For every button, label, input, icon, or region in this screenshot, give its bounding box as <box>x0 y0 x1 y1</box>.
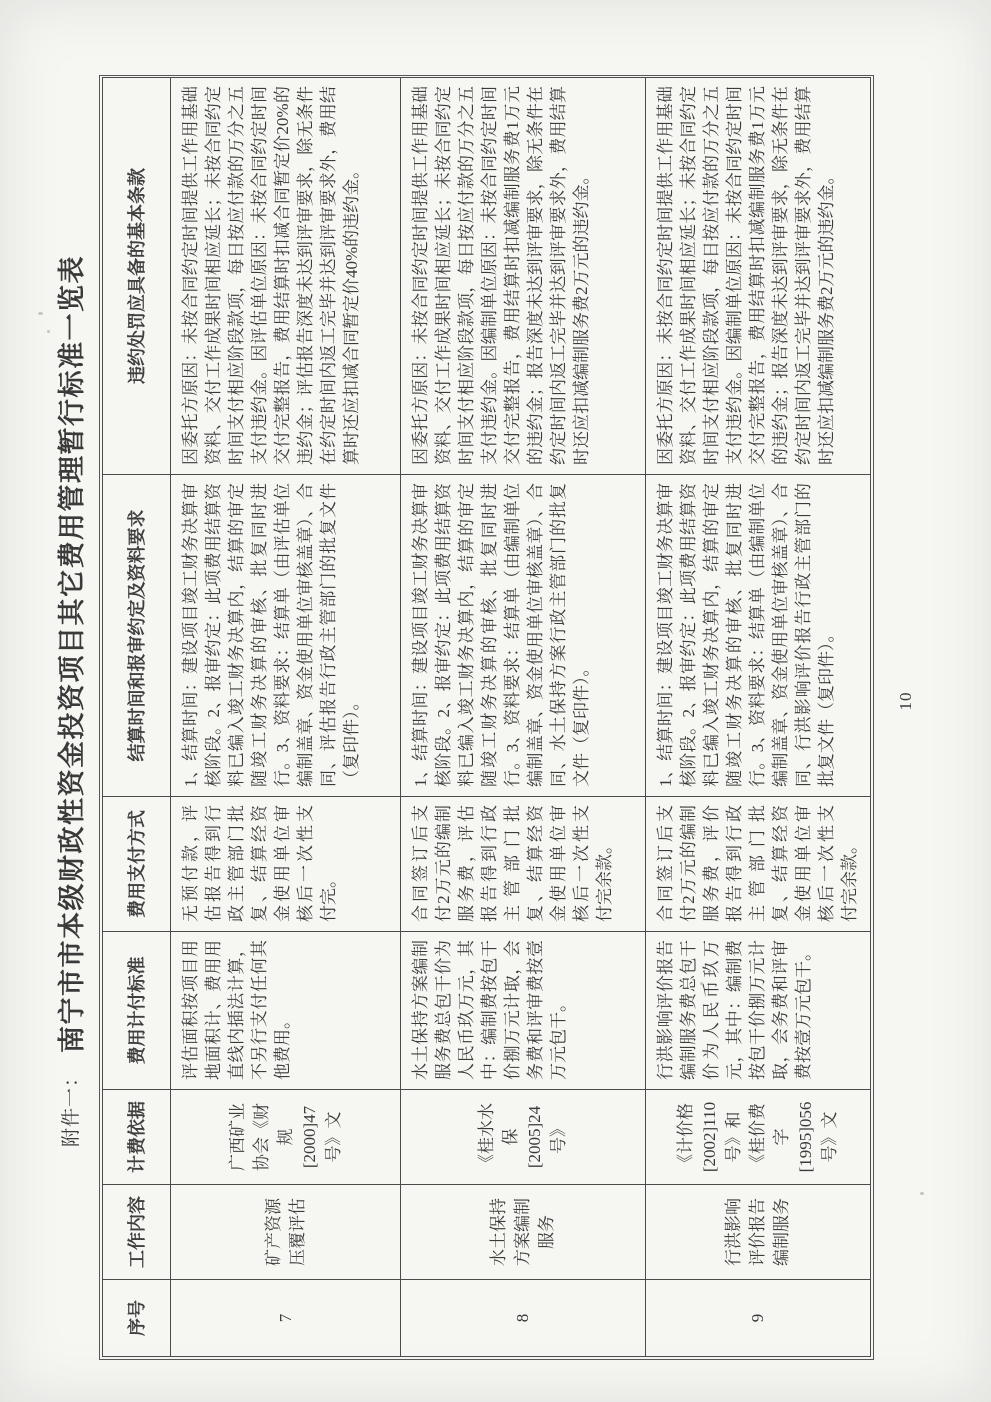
table-row-8 <box>401 78 646 1357</box>
document-title-line <box>50 0 89 1402</box>
cell-serial-7: 7 <box>171 1280 401 1357</box>
header-settlement-requirements: 结算时间和报审约定及资料要求 <box>103 475 171 797</box>
table-row-7 <box>171 78 401 1357</box>
page-number: 10 <box>896 691 915 711</box>
cell-payment-8: 合同签订后支付2万元的编制服务费，评估报告得到行政主管部门批复、结算经资金使用单位审核后一次性支付完余款。 <box>401 797 646 932</box>
cell-payment-9: 合同签订后支付2万元的编制服务费，评价报告得到行政主管部门批复、结算经资金使用单位审核后一次性支付完余款。 <box>646 797 871 932</box>
cell-penalty-8: 因委托方原因：未按合同约定时间提供工作用基础资料、交付工作成果时间相应延长；未按合同约定时间支付相应阶段款项，每日按应付款的万分之五支付违约金。因编制单位原因：未按合同约定时间交付完整报告，费用结算时扣减编制服务费1万元的违约金；报告深度未达到评审要求，除无条件在约定时间内返工完毕并达到评审要求外，费用结算时还应扣减编制服务费2万元的违约金。 <box>401 78 646 475</box>
table-row-9 <box>646 78 871 1357</box>
page-title: 南宁市市本级财政性资金投资项目其它费用管理暂行标准一览表 <box>57 255 87 1053</box>
cell-work-8: 水土保持方案编制服务 <box>401 1185 646 1280</box>
fee-standards-table <box>102 77 871 1357</box>
cell-settlement-8: 1、结算时间：建设项目竣工财务决算审核阶段。2、报审约定：此项费用结算资料已编入竣工财务决算内，结算的审定随竣工财务决算的审核、批复同时进行。3、资料要求：结算单（由编制单位编制盖章、资金使用单位审核盖章）、合同、水土保持方案行政主管部门的批复文件（复印件）。 <box>401 475 646 797</box>
cell-standard-9: 行洪影响评价报告编制服务费总包干价为人民币玖万元，其中：编制费按包干价捌万元计取，会务费和评审费按壹万元包干。 <box>646 932 871 1090</box>
cell-penalty-7: 因委托方原因：未按合同约定时间提供工作用基础资料、交付工作成果时间相应延长；未按合同约定时间支付相应阶段款项，每日按应付款的万分之五支付违约金。因评估单位原因：未按合同约定时间交付完整报告，费用结算时扣减合同暂定价20%的违约金；评估报告深度未达到评审要求，除无条件在约定时间内返工完毕并达到评审要求外，费用结算时还应扣减合同暂定价40%的违约金。 <box>171 78 401 475</box>
cell-basis-8: 《桂水水保[2005]24号》 <box>401 1090 646 1185</box>
header-work-content: 工作内容 <box>103 1185 171 1280</box>
fee-table-border <box>99 75 874 1360</box>
header-payment-method: 费用支付方式 <box>103 797 171 932</box>
cell-payment-7: 无预付款，评估报告得到行政主管部门批复、结算经资金使用单位审核后一次性支付完。 <box>171 797 401 932</box>
cell-settlement-9: 1、结算时间：建设项目竣工财务决算审核阶段。2、报审约定：此项费用结算资料已编入竣工财务决算内，结算的审定随竣工财务决算的审核、批复同时进行。3、资料要求：结算单（由编制单位编制盖章、资金使用单位审核盖章）、合同、行洪影响评价报告行政主管部门的批复文件（复印件）。 <box>646 475 871 797</box>
cell-work-9: 行洪影响评价报告编制服务 <box>646 1185 871 1280</box>
attachment-label: 附件一： <box>61 1067 82 1148</box>
cell-standard-7: 评估面积按项目用地面积计、费用用直线内插法计算，不另行支付任何其他费用。 <box>171 932 401 1090</box>
cell-serial-9: 9 <box>646 1280 871 1357</box>
cell-basis-7: 广西矿业协会《财规[2000]47号》文 <box>171 1090 401 1185</box>
header-penalty-terms: 违约处罚应具备的基本条款 <box>103 78 171 475</box>
cell-serial-8: 8 <box>401 1280 646 1357</box>
header-billing-basis: 计费依据 <box>103 1090 171 1185</box>
header-serial: 序号 <box>103 1280 171 1357</box>
table-header-row <box>103 78 171 1357</box>
cell-work-7: 矿产资源压覆评估 <box>171 1185 401 1280</box>
cell-basis-9: 《计价格[2002]110号》和《桂价费字[1995]056号》文 <box>646 1090 871 1185</box>
cell-penalty-9: 因委托方原因：未按合同约定时间提供工作用基础资料、交付工作成果时间相应延长；未按合同约定时间支付相应阶段款项，每日按应付款的万分之五支付违约金。因编制单位原因：未按合同约定时间交付完整报告，费用结算时扣减编制服务费1万元的违约金；报告深度未达到评审要求，除无条件在约定时间内返工完毕并达到评审要求外，费用结算时还应扣减编制服务费2万元的违约金。 <box>646 78 871 475</box>
header-fee-standard: 费用计付标准 <box>103 932 171 1090</box>
cell-standard-8: 水土保持方案编制服务费总包干价为人民币玖万元，其中：编制费按包干价捌万元计取，会务费和评审费按壹万元包干。 <box>401 932 646 1090</box>
cell-settlement-7: 1、结算时间：建设项目竣工财务决算审核阶段。2、报审约定：此项费用结算资料已编入竣工财务决算内，结算的审定随竣工财务决算的审核、批复同时进行。3、资料要求：结算单（由评估单位编制盖章、资金使用单位审核盖章）、合同、评估报告行政主管部门的批复文件（复印件）。 <box>171 475 401 797</box>
